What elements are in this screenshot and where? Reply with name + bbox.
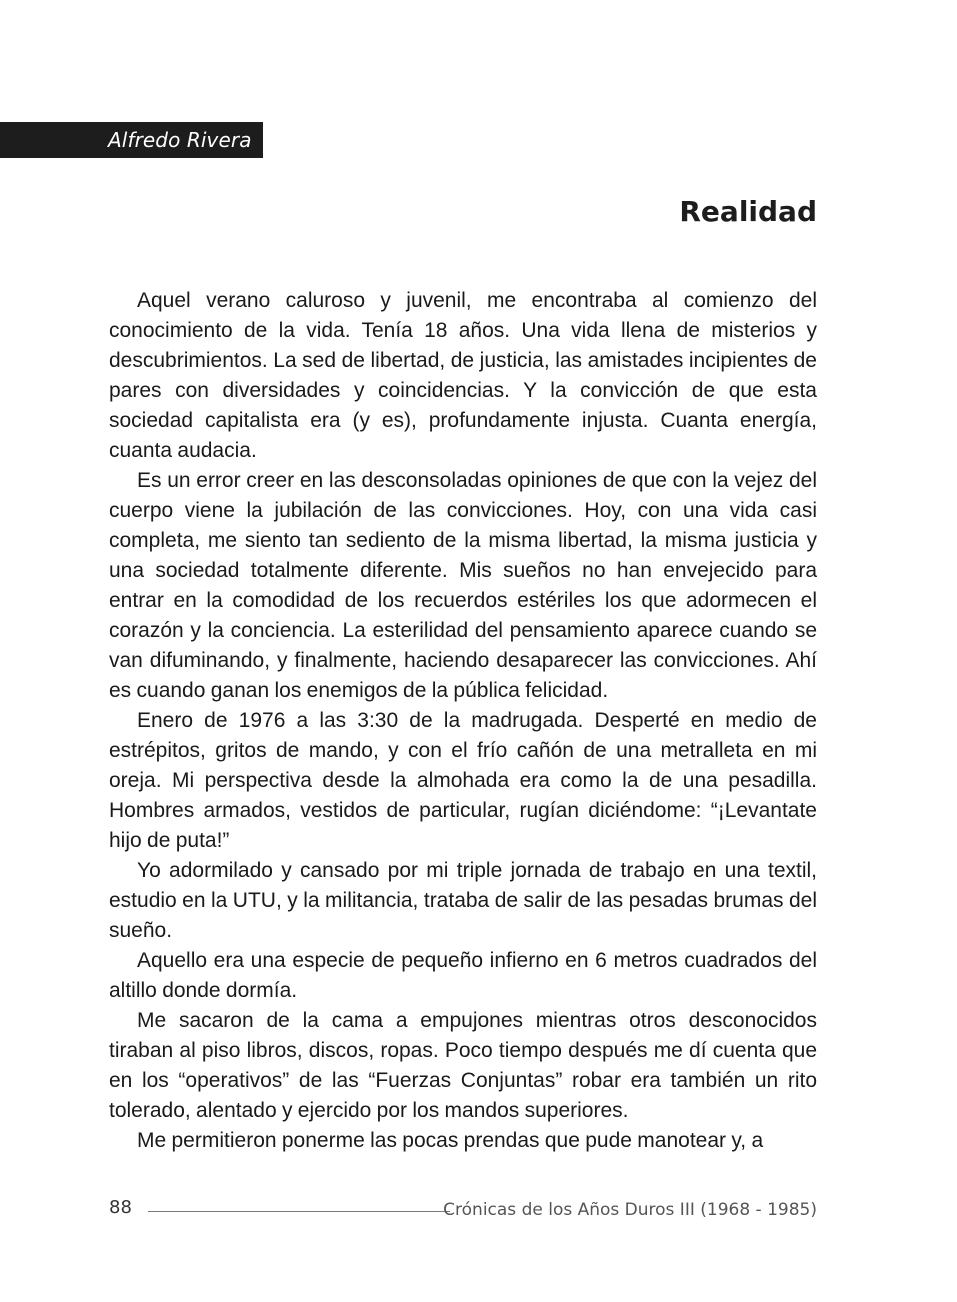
body-text — [109, 286, 817, 1156]
paragraph: Yo adormilado y cansado por mi triple jornada de trabajo en una textil, estudio en la UTU, y la militancia, trataba de salir de las pesadas brumas del sueño. — [109, 859, 817, 942]
book-title: Crónicas de los Años Duros III (1968 - 1985) — [443, 1200, 817, 1220]
page-number: 88 — [109, 1197, 132, 1218]
chapter-title: Realidad — [679, 195, 817, 228]
paragraph: Me permitieron ponerme las pocas prendas que pude manotear y, a — [137, 1129, 764, 1152]
paragraph: Me sacaron de la cama a empujones mientras otros desconocidos tiraban al piso libros, discos, ropas. Poco tiempo después me dí cuenta que en los “operativos” de las “Fuerzas Conjuntas” robar era también un rito tolerado, alentado y ejercido por los mandos superiores. — [109, 1009, 817, 1122]
footer-divider — [148, 1211, 450, 1212]
author-name: Alfredo Rivera — [108, 128, 252, 152]
author-banner — [0, 122, 263, 158]
paragraph: Aquel verano caluroso y juvenil, me encontraba al comienzo del conocimiento de la vida. Tenía 18 años. Una vida llena de misterios y descubrimientos. La sed de libertad, de justicia, las amistades incipientes de pares con diversidades y coincidencias. Y la convicción de que esta sociedad capitalista era (y es), profundamente injusta. Cuanta energía, cuanta audacia. — [109, 289, 817, 462]
paragraph: Enero de 1976 a las 3:30 de la madrugada. Desperté en medio de estrépitos, gritos de mando, y con el frío cañón de una metralleta en mi oreja. Mi perspectiva desde la almohada era como la de una pesadilla. Hombres armados, vestidos de particular, rugían diciéndome: “¡Levantate hijo de puta!” — [109, 709, 817, 852]
paragraph: Aquello era una especie de pequeño infierno en 6 metros cuadrados del altillo donde dormía. — [109, 949, 817, 1002]
paragraph: Es un error creer en las desconsoladas opiniones de que con la vejez del cuerpo viene la jubilación de las convicciones. Hoy, con una vida casi completa, me siento tan sediento de la misma libertad, la misma justicia y una sociedad totalmente diferente. Mis sueños no han envejecido para entrar en la comodidad de los recuerdos estériles los que adormecen el corazón y la conciencia. La esterilidad del pensamiento aparece cuando se van difuminando, y finalmente, haciendo desaparecer las convicciones. Ahí es cuando ganan los enemigos de la pública felicidad. — [109, 469, 817, 702]
